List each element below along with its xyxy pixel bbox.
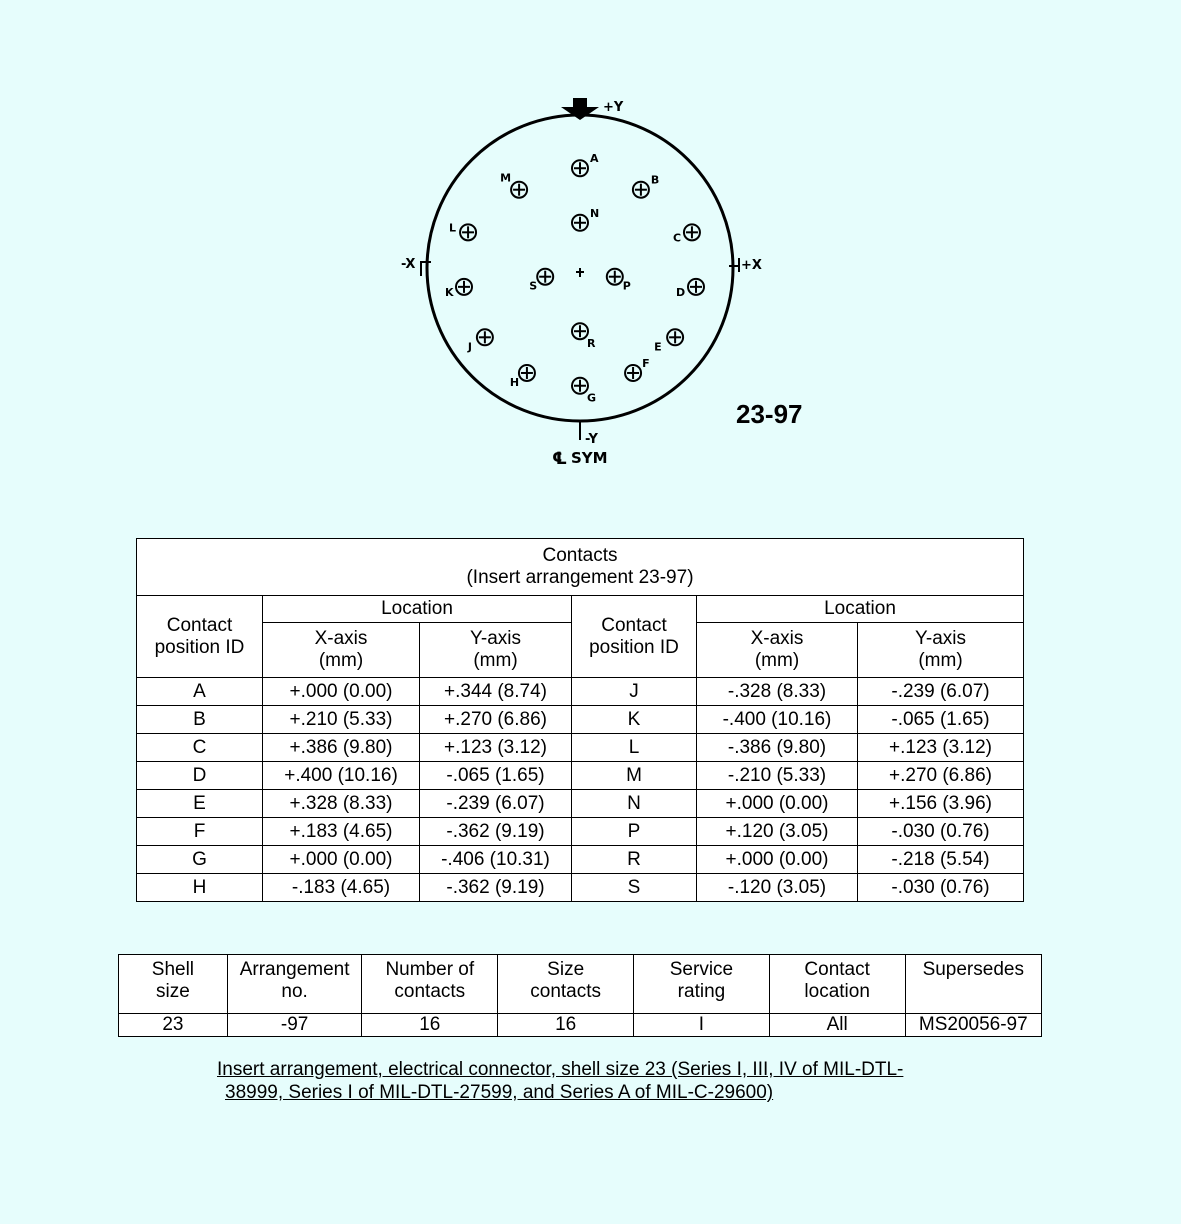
table-cell-y2: -.030 (0.76) (858, 874, 1024, 902)
table-cell-id1: E (137, 790, 263, 818)
contacts-title: Contacts (542, 545, 618, 566)
table-cell-id1: G (137, 846, 263, 874)
shell-header-line: location (804, 981, 870, 1002)
shell-value-cell: 23 (119, 1014, 228, 1037)
location-header-left: Location (263, 596, 572, 623)
table-cell-id1: B (137, 706, 263, 734)
table-row (137, 762, 1024, 790)
contact-a (572, 152, 599, 176)
contact-label: E (654, 340, 662, 354)
shell-header-line: contacts (530, 981, 602, 1002)
table-cell-x1: +.386 (9.80) (263, 734, 420, 762)
shell-header-line: no. (281, 981, 308, 1002)
contact-g (572, 378, 596, 405)
symmetry-label: SYM (571, 449, 608, 467)
contact-j (467, 329, 493, 353)
location-header-right: Location (697, 596, 1024, 623)
table-cell-x1: +.328 (8.33) (263, 790, 420, 818)
contact-k (445, 279, 472, 299)
shell-info-header-row (119, 955, 1042, 1014)
table-cell-id1: H (137, 874, 263, 902)
table-cell-x2: -.328 (8.33) (697, 678, 858, 706)
shell-value-cell: -97 (227, 1014, 362, 1037)
shell-header-line: Service (669, 959, 734, 980)
contacts-table-title (137, 539, 1024, 596)
contact-f (625, 357, 650, 381)
table-cell-y2: -.239 (6.07) (858, 678, 1024, 706)
table-cell-id1: F (137, 818, 263, 846)
table-cell-y1: +.344 (8.74) (420, 678, 572, 706)
contact-label: B (650, 173, 660, 187)
shell-header-line: Contact (804, 959, 870, 980)
y-axis-header-left (420, 623, 572, 678)
shell-header-cell (498, 955, 634, 1014)
contacts-subtitle: (Insert arrangement 23-97) (466, 567, 694, 588)
table-cell-id2: R (572, 846, 697, 874)
table-cell-y2: -.065 (1.65) (858, 706, 1024, 734)
contact-label: C (672, 231, 682, 245)
table-cell-y2: +.270 (6.86) (858, 762, 1024, 790)
figure-caption (217, 1058, 957, 1104)
contact-h (510, 365, 535, 389)
table-cell-id2: M (572, 762, 697, 790)
contact-label: L (449, 221, 457, 235)
contact-d (676, 279, 704, 299)
contact-n (572, 207, 599, 231)
table-row (137, 874, 1024, 902)
shell-header-line: rating (677, 981, 726, 1002)
contact-layer (445, 152, 704, 404)
table-cell-x1: -.183 (4.65) (263, 874, 420, 902)
table-cell-y1: -.362 (9.19) (420, 874, 572, 902)
table-cell-x2: +.000 (0.00) (697, 790, 858, 818)
shell-info-table (118, 954, 1042, 1037)
table-cell-id2: L (572, 734, 697, 762)
x-axis-header-left (263, 623, 420, 678)
centerline-symbol: ℄ (552, 449, 568, 469)
table-cell-id2: S (572, 874, 697, 902)
key-arrow-head (561, 107, 599, 120)
contact-c (673, 224, 700, 244)
y-axis-header-right (858, 623, 1024, 678)
table-row (137, 706, 1024, 734)
table-cell-x1: +.000 (0.00) (263, 678, 420, 706)
contacts-table-body (137, 678, 1024, 902)
table-cell-y1: +.270 (6.86) (420, 706, 572, 734)
contact-l (449, 221, 476, 240)
table-cell-y2: +.123 (3.12) (858, 734, 1024, 762)
minus-x-label: -X (401, 257, 416, 272)
contact-label: K (445, 285, 454, 299)
contact-b (633, 174, 659, 198)
contact-id-header-left (137, 596, 263, 678)
shell-header-cell (227, 955, 362, 1014)
x-axis-header-right (697, 623, 858, 678)
contact-m (500, 172, 527, 198)
contacts-table-title-row (137, 539, 1024, 596)
caption-line-1: Insert arrangement, electrical connector, shell size 23 (Series I, III, IV of MIL-DTL- (217, 1059, 904, 1080)
contact-label: G (587, 391, 597, 405)
shell-header-cell (905, 955, 1041, 1014)
contact-id-header-right (572, 596, 697, 678)
caption-line-2: 38999, Series I of MIL-DTL-27599, and Series A of MIL-C-29600) (225, 1082, 774, 1103)
shell-header-line: Supersedes (922, 959, 1024, 980)
minus-y-label: -Y (585, 432, 598, 447)
table-cell-y1: -.362 (9.19) (420, 818, 572, 846)
contact-label: N (590, 206, 600, 220)
unit-label: (mm) (754, 650, 800, 671)
contact-label: F (642, 356, 650, 370)
table-cell-id1: C (137, 734, 263, 762)
contact-label: R (587, 337, 596, 351)
table-row (137, 846, 1024, 874)
table-cell-y1: -.239 (6.07) (420, 790, 572, 818)
shell-header-line: Shell (151, 959, 195, 980)
table-cell-y1: +.123 (3.12) (420, 734, 572, 762)
table-cell-x2: -.120 (3.05) (697, 874, 858, 902)
table-cell-y2: -.030 (0.76) (858, 818, 1024, 846)
shell-value-cell: All (769, 1014, 905, 1037)
contact-label: D (676, 285, 686, 299)
table-cell-x1: +.210 (5.33) (263, 706, 420, 734)
key-arrow-stem (573, 98, 587, 108)
table-cell-x1: +.000 (0.00) (263, 846, 420, 874)
plus-x-label: +X (741, 258, 762, 273)
contact-label: P (622, 279, 631, 293)
y-axis-label: Y-axis (914, 628, 967, 649)
table-row (137, 678, 1024, 706)
table-cell-x1: +.400 (10.16) (263, 762, 420, 790)
plus-y-label: +Y (603, 100, 624, 115)
shell-header-line: Arrangement (239, 959, 350, 980)
table-cell-x2: +.000 (0.00) (697, 846, 858, 874)
table-cell-x2: -.210 (5.33) (697, 762, 858, 790)
table-cell-y1: -.065 (1.65) (420, 762, 572, 790)
table-cell-x2: -.386 (9.80) (697, 734, 858, 762)
table-cell-id2: J (572, 678, 697, 706)
contact-label: H (509, 375, 520, 389)
shell-header-cell (634, 955, 770, 1014)
contact-id-header-line1: Contact (166, 614, 233, 636)
shell-header-line: size (156, 981, 190, 1002)
y-axis-label: Y-axis (469, 628, 522, 649)
table-cell-y1: -.406 (10.31) (420, 846, 572, 874)
arrangement-label: 23-97 (736, 399, 803, 429)
contact-r (572, 323, 596, 350)
shell-header-line: contacts (394, 981, 466, 1002)
contact-id-header-line1: Contact (601, 614, 667, 636)
contact-label: J (467, 340, 472, 354)
table-cell-x2: +.120 (3.05) (697, 818, 858, 846)
table-cell-id1: A (137, 678, 263, 706)
shell-header-line: Size (547, 959, 585, 980)
shell-header-line: Number of (385, 959, 475, 980)
contacts-table (136, 538, 1024, 902)
contact-id-header-line2: position ID (154, 636, 245, 658)
shell-header-cell (769, 955, 905, 1014)
contact-p (607, 269, 631, 293)
table-cell-id2: N (572, 790, 697, 818)
shell-value-cell: I (634, 1014, 770, 1037)
x-axis-label: X-axis (750, 628, 804, 649)
table-row (137, 818, 1024, 846)
contact-label: A (590, 152, 599, 166)
contact-e (654, 329, 683, 353)
contact-label: M (500, 171, 512, 185)
table-cell-id1: D (137, 762, 263, 790)
contact-s (529, 269, 553, 293)
unit-label: (mm) (918, 650, 963, 671)
contact-id-header-line2: position ID (589, 636, 679, 658)
shell-value-cell: 16 (362, 1014, 498, 1037)
unit-label: (mm) (473, 650, 518, 671)
table-cell-x2: -.400 (10.16) (697, 706, 858, 734)
shell-info-data-row (119, 1014, 1042, 1037)
table-cell-x1: +.183 (4.65) (263, 818, 420, 846)
shell-value-cell: MS20056-97 (905, 1014, 1041, 1037)
table-cell-y2: -.218 (5.54) (858, 846, 1024, 874)
table-cell-y2: +.156 (3.96) (858, 790, 1024, 818)
unit-label: (mm) (318, 650, 364, 671)
contact-label: S (529, 279, 538, 293)
x-axis-label: X-axis (314, 628, 368, 649)
contacts-table-location-row (137, 596, 1024, 623)
shell-value-cell: 16 (498, 1014, 634, 1037)
insert-arrangement-diagram (0, 0, 1181, 500)
table-row (137, 734, 1024, 762)
table-cell-id2: K (572, 706, 697, 734)
table-cell-id2: P (572, 818, 697, 846)
shell-header-cell (362, 955, 498, 1014)
table-row (137, 790, 1024, 818)
shell-header-cell (119, 955, 228, 1014)
